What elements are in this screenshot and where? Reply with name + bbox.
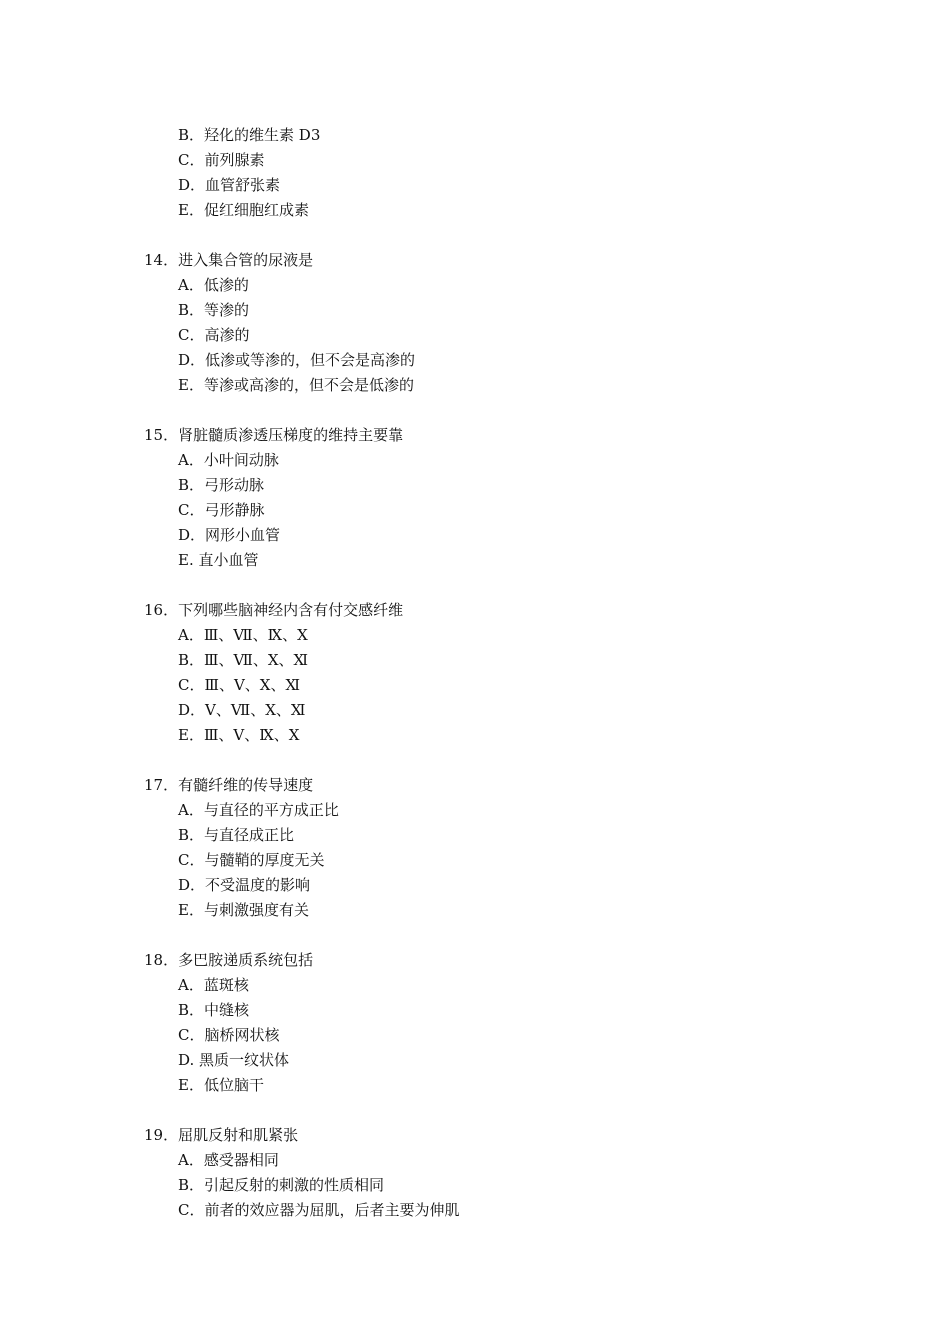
option-line: E．等渗或高渗的，但不会是低渗的 bbox=[178, 376, 414, 394]
option-line: D．网形小血管 bbox=[178, 526, 281, 544]
option-line: B．羟化的维生素 D3 bbox=[178, 126, 321, 144]
option-line: C．与髓鞘的厚度无关 bbox=[178, 851, 325, 869]
option-line: A．感受器相同 bbox=[178, 1151, 279, 1169]
question-stem: 19．屈肌反射和肌紧张 bbox=[144, 1126, 299, 1144]
question-stem: 15．肾脏髓质渗透压梯度的维持主要靠 bbox=[144, 426, 404, 444]
option-line: E．促红细胞红成素 bbox=[178, 201, 309, 219]
option-line: B．与直径成正比 bbox=[178, 826, 295, 844]
option-line: E．Ⅲ、Ⅴ、Ⅸ、Ⅹ bbox=[178, 726, 300, 744]
question-stem: 14．进入集合管的尿液是 bbox=[144, 251, 314, 269]
option-line: C．前列腺素 bbox=[178, 151, 265, 169]
option-line: A．与直径的平方成正比 bbox=[178, 801, 339, 819]
spacer bbox=[144, 398, 844, 423]
spacer bbox=[144, 223, 844, 248]
option-line: C．前者的效应器为屈肌，后者主要为伸肌 bbox=[178, 1201, 460, 1219]
option-line: E. 直小血管 bbox=[178, 551, 259, 569]
option-line: D．Ⅴ、Ⅶ、Ⅹ、Ⅺ bbox=[178, 701, 306, 719]
option-line: C．脑桥网状核 bbox=[178, 1026, 280, 1044]
option-line: D．不受温度的影响 bbox=[178, 876, 311, 894]
spacer bbox=[144, 1098, 844, 1123]
spacer bbox=[144, 748, 844, 773]
option-line: D. 黑质一纹状体 bbox=[178, 1051, 290, 1069]
spacer bbox=[144, 573, 844, 598]
option-line: E．低位脑干 bbox=[178, 1076, 264, 1094]
option-line: C．弓形静脉 bbox=[178, 501, 265, 519]
option-line: A．小叶间动脉 bbox=[178, 451, 279, 469]
option-line: C．Ⅲ、Ⅴ、Ⅹ、Ⅺ bbox=[178, 676, 300, 694]
question-list bbox=[144, 123, 844, 1223]
option-line: D．血管舒张素 bbox=[178, 176, 281, 194]
option-line: B．等渗的 bbox=[178, 301, 250, 319]
question-stem: 18．多巴胺递质系统包括 bbox=[144, 951, 314, 969]
option-line: A．低渗的 bbox=[178, 276, 249, 294]
option-line: A．Ⅲ、Ⅶ、Ⅸ、Ⅹ bbox=[178, 626, 308, 644]
question-stem: 16．下列哪些脑神经内含有付交感纤维 bbox=[144, 601, 404, 619]
option-line: A．蓝斑核 bbox=[178, 976, 249, 994]
option-line: B．弓形动脉 bbox=[178, 476, 265, 494]
option-line: B．Ⅲ、Ⅶ、Ⅹ、Ⅺ bbox=[178, 651, 309, 669]
question-stem: 17．有髓纤维的传导速度 bbox=[144, 776, 314, 794]
option-line: B．中缝核 bbox=[178, 1001, 250, 1019]
option-line: C．高渗的 bbox=[178, 326, 250, 344]
option-line: D．低渗或等渗的，但不会是高渗的 bbox=[178, 351, 416, 369]
option-line: B．引起反射的刺激的性质相同 bbox=[178, 1176, 385, 1194]
option-line: E．与刺激强度有关 bbox=[178, 901, 309, 919]
spacer bbox=[144, 923, 844, 948]
